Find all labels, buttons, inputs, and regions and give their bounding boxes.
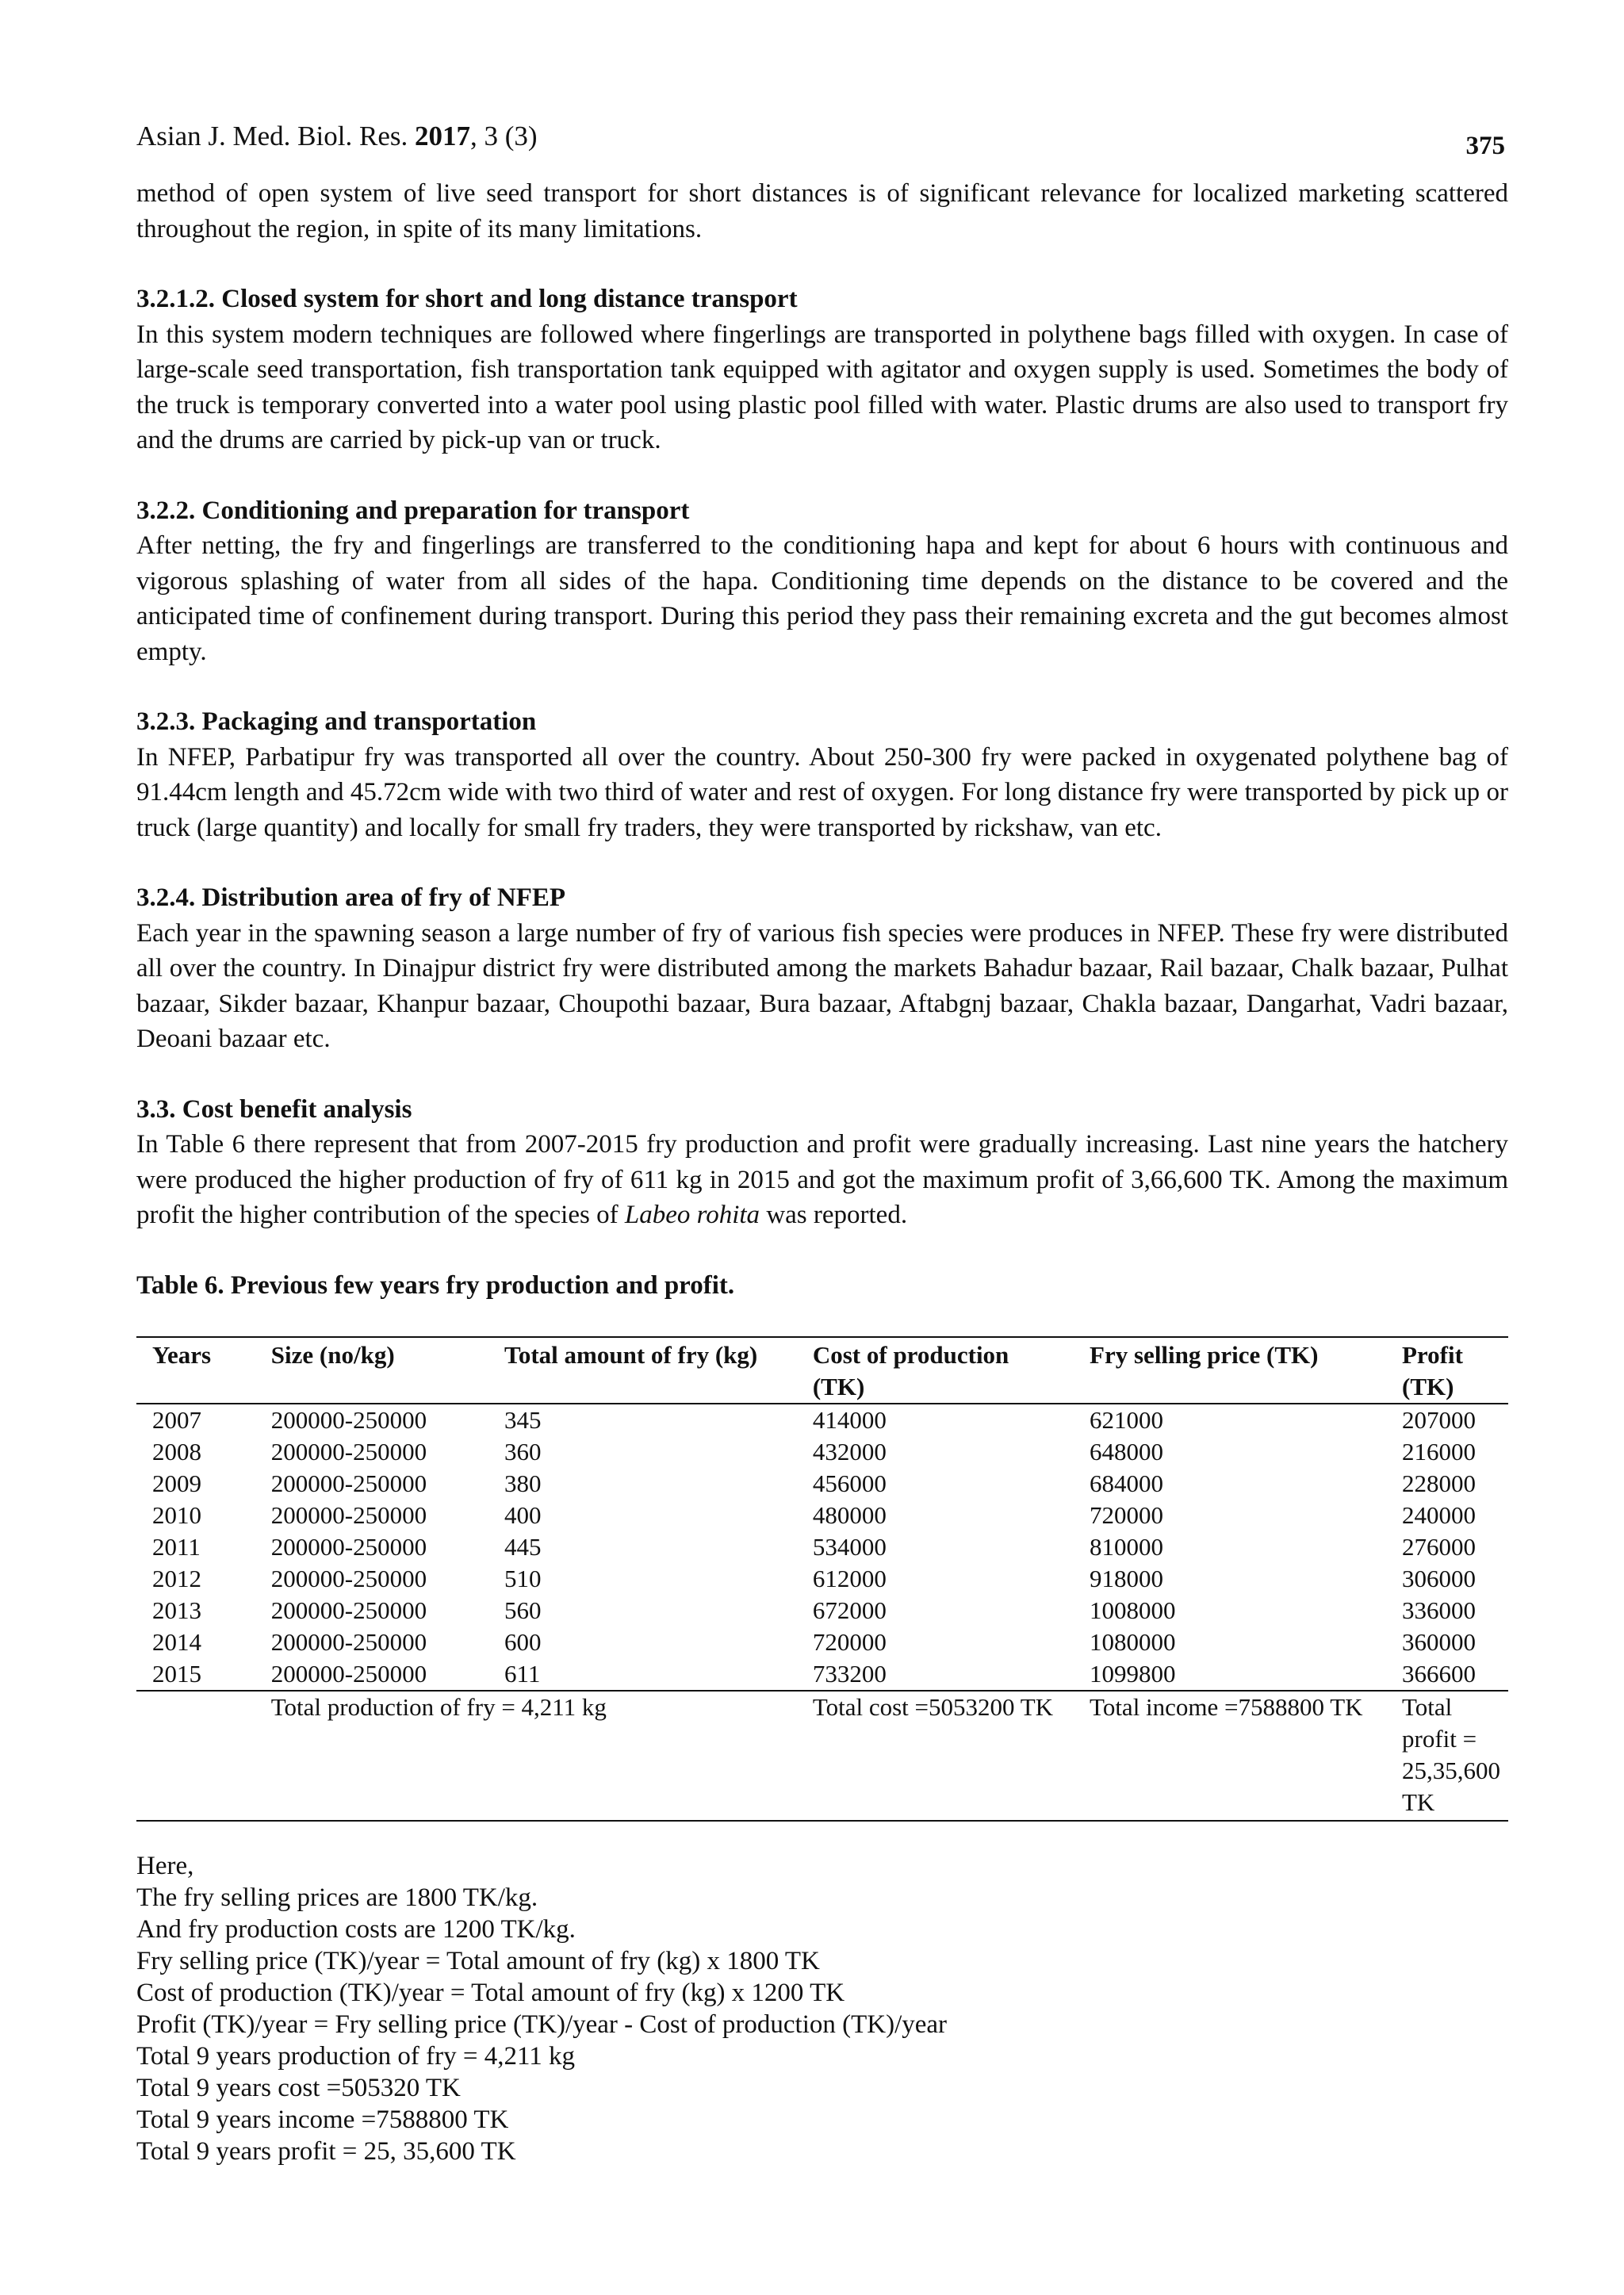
table-row xyxy=(136,1626,1508,1658)
note-line: Total 9 years income =7588800 TK xyxy=(136,2105,509,2134)
table-cell: 1008000 xyxy=(1090,1596,1176,1624)
table-body xyxy=(136,1404,1508,1691)
table-cell: 400 xyxy=(504,1501,542,1529)
table-cell: 611 xyxy=(504,1660,541,1688)
table-row xyxy=(136,1658,1508,1691)
note-line: Total 9 years cost =505320 TK xyxy=(136,2074,461,2102)
section-text: In this system modern techniques are followed where fingerlings are transported in polythene bags filled with oxygen. In case of large-scale seed transportation, fish transportation tank equipped with agitator and oxygen supply is used. Sometimes the body of the truck is temporary converted into a water pool using plastic pool filled with water. Plastic drums are also used to transport fry and the drums are carried by pick-up van or truck. xyxy=(136,320,1508,454)
calculation-notes xyxy=(136,1850,1508,2167)
total-cost: Total cost =5053200 TK xyxy=(812,1693,1054,1721)
section-heading: 3.3. Cost benefit analysis xyxy=(136,1094,412,1124)
table-cell: 200000-250000 xyxy=(270,1660,427,1688)
section-closed-system xyxy=(136,282,1508,458)
table-row xyxy=(136,1500,1508,1531)
table-cell: 200000-250000 xyxy=(270,1533,427,1561)
note-line: Total 9 years profit = 25, 35,600 TK xyxy=(136,2137,516,2166)
table-cell: 510 xyxy=(504,1565,542,1592)
table-cell: 2008 xyxy=(152,1438,201,1466)
table-cell: 2009 xyxy=(152,1469,201,1497)
section-heading: 3.2.4. Distribution area of fry of NFEP xyxy=(136,883,566,912)
table-row xyxy=(136,1563,1508,1595)
table-cell: 612000 xyxy=(812,1565,887,1592)
table-cell: 720000 xyxy=(1090,1501,1164,1529)
table-row xyxy=(136,1595,1508,1626)
table-cell: 2015 xyxy=(152,1660,201,1688)
table-cell: 200000-250000 xyxy=(270,1565,427,1592)
table-cell: 200000-250000 xyxy=(270,1406,427,1434)
table-row xyxy=(136,1404,1508,1436)
journal-name: Asian J. Med. Biol. Res. xyxy=(136,121,408,151)
table-cell: 240000 xyxy=(1402,1501,1476,1529)
column-header: Years xyxy=(152,1341,212,1369)
table-cell: 600 xyxy=(504,1628,542,1656)
note-line: The fry selling prices are 1800 TK/kg. xyxy=(136,1883,538,1912)
table-cell: 918000 xyxy=(1090,1565,1164,1592)
table-cell: 200000-250000 xyxy=(270,1501,427,1529)
table-cell: 360000 xyxy=(1402,1628,1476,1656)
table-cell: 810000 xyxy=(1090,1533,1164,1561)
table-cell: 2012 xyxy=(152,1565,201,1592)
table-row xyxy=(136,1531,1508,1563)
page-number: 375 xyxy=(1465,132,1505,160)
column-header: Total amount of fry (kg) xyxy=(504,1341,758,1369)
table-cell: 684000 xyxy=(1090,1469,1164,1497)
journal-year: 2017 xyxy=(414,121,470,151)
section-distribution xyxy=(136,880,1508,1057)
table-cell: 560 xyxy=(504,1596,542,1624)
table-row xyxy=(136,1468,1508,1500)
text-after-species: was reported. xyxy=(760,1201,908,1229)
table-cell: 200000-250000 xyxy=(270,1596,427,1624)
table-cell: 216000 xyxy=(1402,1438,1476,1466)
text-before-species: In Table 6 there represent that from 2007-2015 fry production and profit were gradually increasing. Last nine years the hatchery were produced the higher production of fry of 611 kg in 2015 and got the maximum profit of 3,66,600 TK. Among the maximum profit the higher contribution of the species of xyxy=(136,1130,1508,1229)
column-header: Fry selling price (TK) xyxy=(1090,1341,1319,1369)
table-cell: 228000 xyxy=(1402,1469,1476,1497)
section-heading: 3.2.2. Conditioning and preparation for transport xyxy=(136,496,690,525)
table-cell: 534000 xyxy=(812,1533,887,1561)
table-cell: 414000 xyxy=(812,1406,887,1434)
table-cell: 2010 xyxy=(152,1501,201,1529)
table-cell: 345 xyxy=(504,1406,542,1434)
table-cell: 456000 xyxy=(812,1469,887,1497)
column-header: Profit (TK) xyxy=(1402,1341,1463,1400)
total-profit: Total profit = 25,35,600 TK xyxy=(1402,1693,1500,1816)
section-heading: 3.2.3. Packaging and transportation xyxy=(136,707,537,736)
table-cell: 720000 xyxy=(812,1628,887,1656)
section-packaging xyxy=(136,704,1508,845)
empty-cell xyxy=(136,1691,255,1821)
page-body xyxy=(136,176,1508,2167)
column-header: Size (no/kg) xyxy=(270,1341,395,1369)
note-line: Profit (TK)/year = Fry selling price (TK)/year - Cost of production (TK)/year xyxy=(136,2010,948,2039)
production-profit-table xyxy=(136,1336,1508,1822)
section-cost-benefit xyxy=(136,1092,1508,1233)
section-conditioning xyxy=(136,493,1508,670)
table-cell: 200000-250000 xyxy=(270,1628,427,1656)
section-text: After netting, the fry and fingerlings are transferred to the conditioning hapa and kept for about 6 hours with continuous and vigorous splashing of water from all sides of the hapa. Conditioning time depends on the distance to be covered and the anticipated time of confinement during transport. During this period they pass their remaining excreta and the gut becomes almost empty. xyxy=(136,531,1508,666)
note-line: And fry production costs are 1200 TK/kg. xyxy=(136,1915,576,1944)
table-cell: 336000 xyxy=(1402,1596,1476,1624)
table-cell: 432000 xyxy=(812,1438,887,1466)
table-cell: 1080000 xyxy=(1090,1628,1176,1656)
total-production: Total production of fry = 4,211 kg xyxy=(270,1693,607,1721)
table-cell: 621000 xyxy=(1090,1406,1164,1434)
table-cell: 2011 xyxy=(152,1533,201,1561)
table-cell: 2014 xyxy=(152,1628,201,1656)
table-cell: 2013 xyxy=(152,1596,201,1624)
table-header-row xyxy=(136,1337,1508,1404)
note-line: Fry selling price (TK)/year = Total amount of fry (kg) x 1800 TK xyxy=(136,1947,820,1975)
table-cell: 445 xyxy=(504,1533,542,1561)
table-caption: Table 6. Previous few years fry production and profit. xyxy=(136,1270,735,1300)
total-income: Total income =7588800 TK xyxy=(1090,1693,1363,1721)
table-cell: 380 xyxy=(504,1469,542,1497)
journal-volume-issue: , 3 (3) xyxy=(469,121,538,151)
note-line: Cost of production (TK)/year = Total amount of fry (kg) x 1200 TK xyxy=(136,1979,845,2007)
table-cell: 306000 xyxy=(1402,1565,1476,1592)
table-cell: 672000 xyxy=(812,1596,887,1624)
section-heading: 3.2.1.2. Closed system for short and long distance transport xyxy=(136,285,798,313)
table-totals-row xyxy=(136,1691,1508,1821)
section-text: Each year in the spawning season a large number of fry of various fish species were produces in NFEP. These fry were distributed all over the country. In Dinajpur district fry were distributed among the markets Bahadur bazaar, Rail bazaar, Chalk bazaar, Pulhat bazaar, Sikder bazaar, Khanpur bazaar, Choupothi bazaar, Bura bazaar, Aftabgnj bazaar, Chakla bazaar, Dangarhat, Vadri bazaar, Deoani bazaar etc. xyxy=(136,918,1508,1053)
intro-paragraph: method of open system of live seed transport for short distances is of significant relevance for localized marketing scattered throughout the region, in spite of its many limitations. xyxy=(136,179,1508,243)
table-cell: 366600 xyxy=(1402,1660,1476,1688)
table-cell: 200000-250000 xyxy=(270,1438,427,1466)
table-row xyxy=(136,1436,1508,1468)
table-cell: 207000 xyxy=(1402,1406,1476,1434)
note-line: Total 9 years production of fry = 4,211 kg xyxy=(136,2042,576,2071)
section-text: In NFEP, Parbatipur fry was transported all over the country. About 250-300 fry were packed in oxygenated polythene bag of 91.44cm length and 45.72cm wide with two third of water and rest of oxygen. For long distance fry were transported by pick up or truck (large quantity) and locally for small fry traders, they were transported by rickshaw, van etc. xyxy=(136,742,1508,842)
table-cell: 733200 xyxy=(812,1660,887,1688)
table-cell: 200000-250000 xyxy=(270,1469,427,1497)
running-head xyxy=(136,119,538,154)
note-line: Here, xyxy=(136,1852,194,1880)
table-cell: 360 xyxy=(504,1438,542,1466)
table-cell: 1099800 xyxy=(1090,1660,1176,1688)
table-cell: 276000 xyxy=(1402,1533,1476,1561)
section-text xyxy=(136,1127,1508,1233)
table-cell: 648000 xyxy=(1090,1438,1164,1466)
table-cell: 480000 xyxy=(812,1501,887,1529)
table-cell: 2007 xyxy=(152,1406,201,1434)
column-header: Cost of production (TK) xyxy=(812,1341,1009,1400)
species-name: Labeo rohita xyxy=(624,1201,760,1229)
